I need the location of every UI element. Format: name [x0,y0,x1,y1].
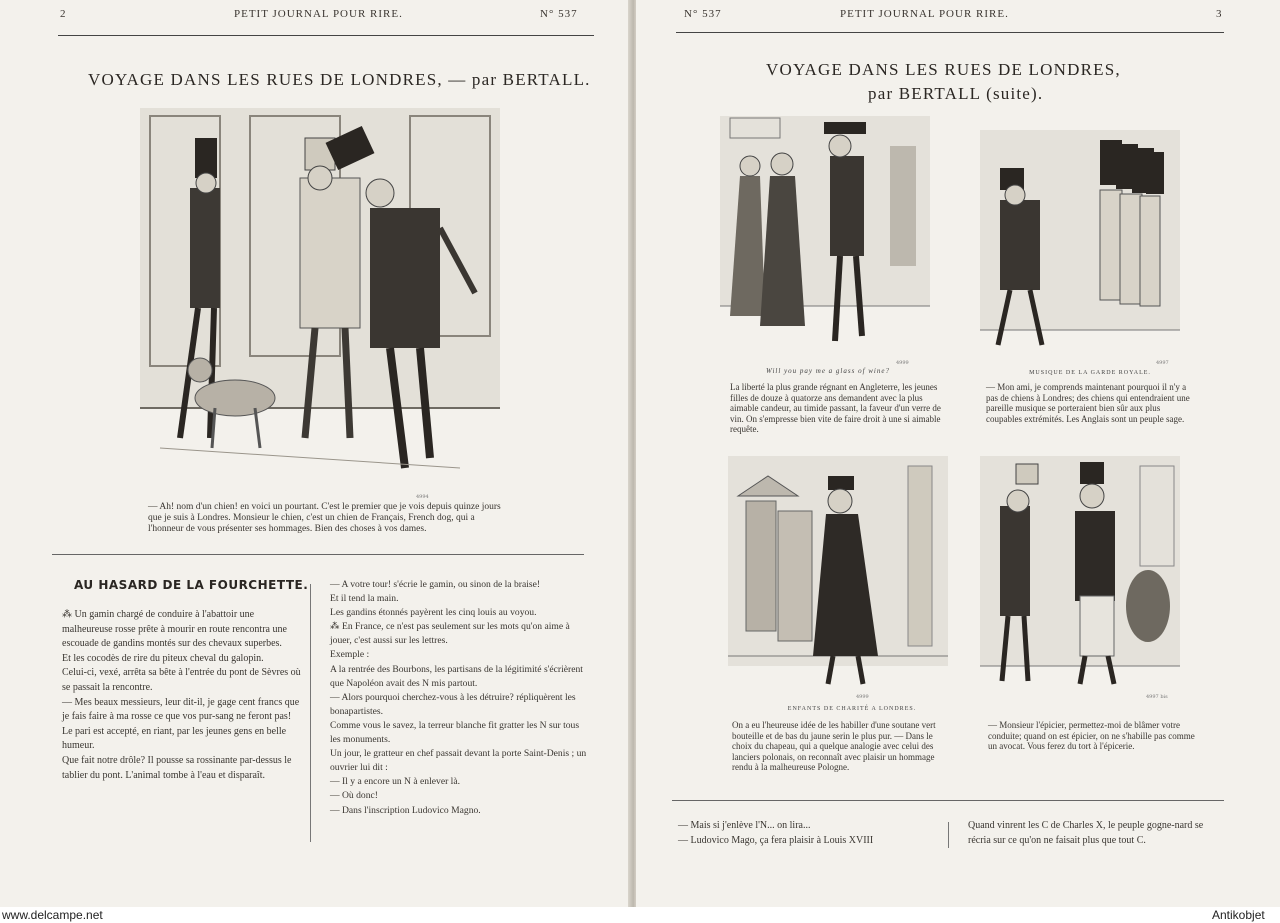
panel-2-caption: — Mon ami, je comprends maintenant pourquoi il n'y a pas de chiens à Londres; des chiens qui entendraient une pareille musique se porteraient bien sûr aux plus coupables extrémités. Les Anglais sont un peuple sage. [986,382,1190,424]
left-running-header: PETIT JOURNAL POUR RIRE. [234,8,403,20]
main-caption: — Ah! nom d'un chien! en voici un pourtant. C'est le premier que je vois depuis quinze jours que je suis à Londres. Monsieur le chien, c'est un chien de Français, French dog, qui a l'honneur de vous présenter ses hommages. Bien des choses à vos dames. [148,502,501,534]
panel-1-caption: La liberté la plus grande régnant en Angleterre, les jeunes filles de douze à quatorze ans demandent avec la plus aimable candeur, au timide passant, la faveur d'un verre de vin. On s'empresse bien vite de faire droit à une si aimable requête. [730,382,941,435]
panel-1-plate-number: 4999 [896,360,909,366]
section-rule [52,554,584,555]
column-separator [310,584,311,842]
engraving-grocer-scene [980,456,1180,692]
left-page [0,0,632,907]
paragraph: — Ludovico Mago, ça fera plaisir à Louis XVIII [678,835,874,846]
right-article-subtitle: par BERTALL (suite). [868,84,1044,103]
panel-1-engraving [720,116,930,356]
panel-3-caption-title: ENFANTS DE CHARITÉ A LONDRES. [787,706,917,712]
paragraph: Un jour, le gratteur en chef passait devant la porte Saint-Denis ; un ouvrier lui dit : [330,748,587,774]
paragraph: Le pari est accepté, en riant, par les jeunes gens en belle humeur. [62,725,287,752]
paragraph: — Où donc! [330,790,378,802]
panel-3-caption: On a eu l'heureuse idée de les habiller d'une soutane vert bouteille et de bas du jaune serin le plus pur. — Dans le choix du chapeau, qui a quelque analogie avec celui des lanciers polonais, on reconnaît avec plaisir un hommage rendu à la malheureuse Pologne. [732,720,936,773]
panel-2-caption-title: MUSIQUE DE LA GARDE ROYALE. [1029,370,1151,376]
paragraph: Exemple : [330,649,370,661]
panel-3-engraving [728,456,948,692]
paragraph: — A votre tour! s'écrie le gamin, ou sinon de la braise! [330,579,541,590]
panel-4-caption: — Monsieur l'épicier, permettez-moi de blâmer votre conduite; quand on est épicier, on ne s'habille pas comme un avocat. Vous ferez du tort à l'épicerie. [988,720,1195,752]
paragraph: Comme vous le savez, la terreur blanche fit gratter les N sur tous les monuments. [330,719,580,746]
bottom-right-text: Quand vinrent les C de Charles X, le peuple gogne-nard se récria sur ce qu'on ne faisait plus que tout C. [968,820,1204,846]
paragraph: Celui-ci, vexé, arrêta sa bête à l'entrée du pont de Sèvres où se passait la rencontre. [62,667,301,693]
right-issue-number: N° 537 [684,8,722,20]
column-separator [948,822,949,848]
paragraph: — Dans l'inscription Ludovico Magno. [330,804,481,816]
header-rule [676,32,1224,33]
section-title: AU HASARD DE LA FOURCHETTE. [74,578,309,592]
paragraph: Et les cocodès de rire du piteux cheval du galopin. [62,652,264,664]
antikobjet-watermark: Antikobjet [1212,907,1280,923]
panel-3-plate-number: 4999 [856,694,869,700]
right-page [636,0,1280,907]
paragraph: ⁂ En France, ce n'est pas seulement sur les mots qu'on aime à jouer, c'est aussi sur les lettres. [330,621,570,647]
paragraph: ⁂ Un gamin chargé de conduire à l'abattoir une malheureuse rosse prête à mourir en route rencontra une escouade de gandins montés sur des chevaux superbes. [62,609,287,650]
paragraph: — Mais si j'enlève l'N... on lira... [678,820,811,831]
paragraph: — Il y a encore un N à enlever là. [330,776,460,788]
panel-1-caption-title: Will you pay me a glass of wine? [766,367,890,375]
right-running-header: PETIT JOURNAL POUR RIRE. [840,8,1009,20]
left-page-number: 2 [60,8,67,20]
paragraph: Les gandins étonnés payèrent les cinq louis au voyou. [330,607,537,619]
engraving-charity-children [728,456,948,692]
text-column-1 [50,608,304,783]
engraving-girls-and-passerby [720,116,930,356]
header-rule [58,35,594,36]
left-article-title: VOYAGE DANS LES RUES DE LONDRES, — par BERTALL. [88,70,591,89]
paragraph: — Alors pourquoi cherchez-vous à les détruire? répliquèrent les bonapartistes. [330,691,576,717]
paragraph: A la rentrée des Bourbons, les partisans de la légitimité s'écrièrent que Napoléon avait des N mis partout. [330,663,583,689]
bottom-left-text [678,818,948,848]
panel-4-plate-number: 4997 bis [1146,694,1168,700]
main-engraving [140,108,500,488]
right-article-title: VOYAGE DANS LES RUES DE LONDRES, [766,60,1121,79]
delcampe-watermark: www.delcampe.net [0,907,140,923]
engraving-street-scene [140,108,500,488]
left-issue-number: N° 537 [540,8,578,20]
bottom-rule [672,800,1224,801]
panel-2-plate-number: 4997 [1156,360,1169,366]
panel-2-engraving [980,130,1180,356]
text-column-2 [318,578,588,818]
right-page-number: 3 [1216,8,1223,20]
paragraph: Et il tend la main. [330,593,399,605]
paragraph: — Mes beaux messieurs, leur dit-il, je gage cent francs que je fais faire à ma rosse ce que vos pur-sang ne feront pas! [62,696,300,723]
panel-4-engraving [980,456,1180,692]
engraving-royal-guard-music [980,130,1180,356]
main-plate-number: 4994 [416,494,429,500]
paragraph: Que fait notre drôle? Il pousse sa rossinante par-dessus le tablier du pont. L'animal tombe à l'eau et disparaît. [62,754,292,781]
